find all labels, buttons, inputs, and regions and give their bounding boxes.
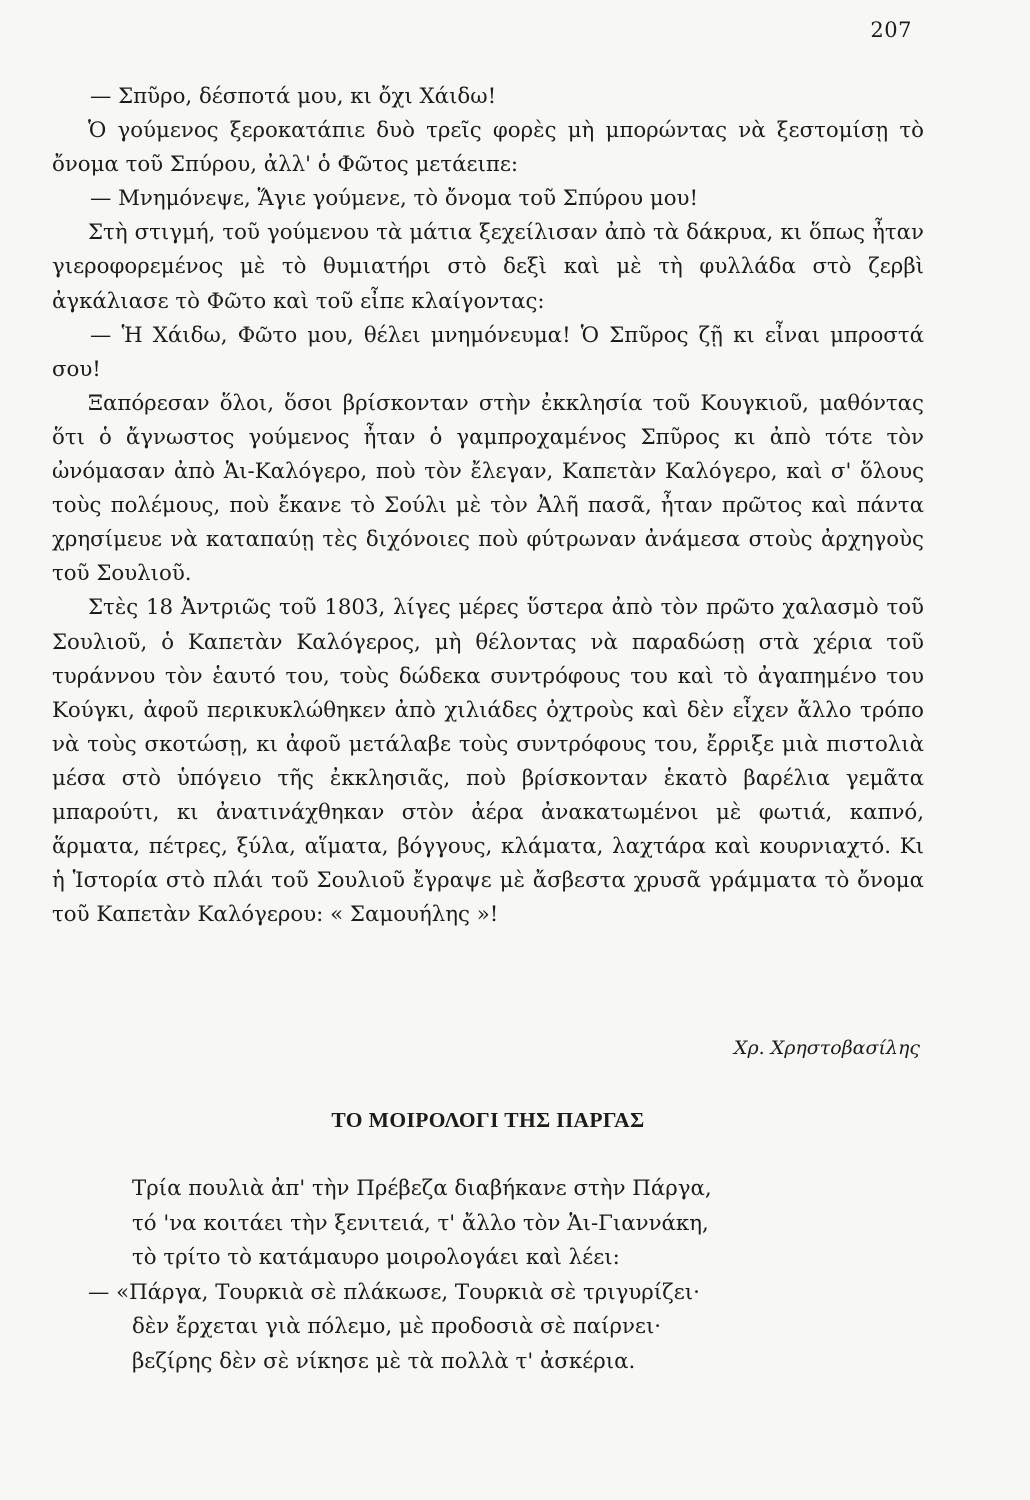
- poem-line: δὲν ἔρχεται γιὰ πόλεμο, μὲ προδοσιὰ σὲ παίρνει·: [132, 1314, 662, 1340]
- paragraph: — Σπῦρο, δέσποτά μου, κι ὄχι Χάιδω!: [90, 84, 497, 109]
- paragraph: — Ἡ Χάιδω, Φῶτο μου, θέλει μνημόνευμα! Ὁ Σπῦρος ζῇ κι εἶναι μπροστά σου!: [52, 322, 924, 382]
- poem-line: — «Πάργα, Τουρκιὰ σὲ πλάκωσε, Τουρκιὰ σὲ τριγυρίζει·: [88, 1279, 700, 1305]
- paragraph: — Μνημόνεψε, Ἅγιε γούμενε, τὸ ὄνομα τοῦ Σπύρου μου!: [90, 186, 699, 212]
- poem-line: Τρία πουλιὰ ἀπ' τὴν Πρέβεζα διαβήκανε στὴν Πάργα,: [132, 1176, 712, 1201]
- poem-body: [88, 1172, 908, 1380]
- poem-line: τό 'να κοιτάει τὴν ξενιτειά, τ' ἄλλο τὸν Ἁι-Γιαννάκη,: [132, 1210, 709, 1236]
- author-signature: Χρ. Χρηστοβασίλης: [733, 1037, 920, 1059]
- paragraph: Ξαπόρεσαν ὅλοι, ὅσοι βρίσκονταν στὴν ἐκκλησία τοῦ Κουγκιοῦ, μαθόντας ὅτι ὁ ἄγνωστος γούμενος ἦταν ὁ γαμπροχαμένος Σπῦρος κι ἀπὸ τότε τὸν ὠνόμασαν ἀπὸ Ἁι-Καλόγερο, ποὺ τὸν ἔλεγαν, Καπετὰν Καλόγερο, καὶ σ' ὅλους τοὺς πολέμους, ποὺ ἔκανε τὸ Σούλι μὲ τὸν Ἀλῆ πασᾶ, ἦταν πρῶτος καὶ πάντα χρησίμευε νὰ καταπαύῃ τὲς διχόνοιες ποὺ φύτρωναν ἀνάμεσα στοὺς ἀρχηγοὺς τοῦ Σουλιοῦ.: [52, 390, 924, 587]
- page-number: 207: [870, 18, 912, 42]
- paragraph: Στὲς 18 Ἀντριῶς τοῦ 1803, λίγες μέρες ὕστερα ἀπὸ τὸν πρῶτο χαλασμὸ τοῦ Σουλιοῦ, ὁ Καπετὰν Καλόγερος, μὴ θέλοντας νὰ παραδώσῃ στὰ χέρια τοῦ τυράννου τὸν ἑαυτό του, τοὺς δώδεκα συντρόφους του καὶ τὸ ἀγαπημένο του Κούγκι, ἀφοῦ περικυκλώθηκεν ἀπὸ χιλιάδες ὀχτροὺς καὶ δὲν εἶχεν ἄλλο τρόπο νὰ τοὺς σκοτώσῃ, κι ἀφοῦ μετάλαβε τοὺς συντρόφους του, ἔρριξε μιὰ πιστολιὰ μέσα στὸ ὑπόγειο τῆς ἐκκλησιᾶς, ποὺ βρίσκονταν ἑκατὸ βαρέλια γεμᾶτα μπαρούτι, κι ἀνατινάχθηκαν στὸν ἀέρα ἀνακατωμένοι μὲ φωτιά, καπνό, ἅρματα, πέτρες, ξύλα, αἵματα, βόγγους, κλάματα, λαχτάρα καὶ κουρνιαχτό. Κι ἡ Ἱστορία στὸ πλάι τοῦ Σουλιοῦ ἔγραψε μὲ ἄσβεστα χρυσᾶ γράμματα τὸ ὄνομα τοῦ Καπετὰν Καλόγερου: « Σαμουήλης »!: [52, 595, 924, 928]
- poem-title: ΤΟ ΜΟΙΡΟΛΟΓΙ ΤΗΣ ΠΑΡΓΑΣ: [331, 1108, 645, 1132]
- poem-line: βεζίρης δὲν σὲ νίκησε μὲ τὰ πολλὰ τ' ἀσκέρια.: [132, 1348, 636, 1374]
- paragraph: Ὁ γούμενος ξεροκατάπιε δυὸ τρεῖς φορὲς μὴ μπορώντας νὰ ξεστομίσῃ τὸ ὄνομα τοῦ Σπύρου, ἀλλ' ὁ Φῶτος μετάειπε:: [52, 118, 924, 178]
- paragraph: Στὴ στιγμή, τοῦ γούμενου τὰ μάτια ξεχείλισαν ἀπὸ τὰ δάκρυα, κι ὅπως ἦταν γιεροφορεμένος μὲ τὸ θυμιατήρι στὸ δεξὶ καὶ μὲ τὴ φυλλάδα στὸ ζερβὶ ἀγκάλιασε τὸ Φῶτο καὶ τοῦ εἶπε κλαίγοντας:: [52, 220, 924, 314]
- poem-line: τὸ τρίτο τὸ κατάμαυρο μοιρολογάει καὶ λέει:: [132, 1245, 620, 1271]
- prose-body: [52, 80, 924, 932]
